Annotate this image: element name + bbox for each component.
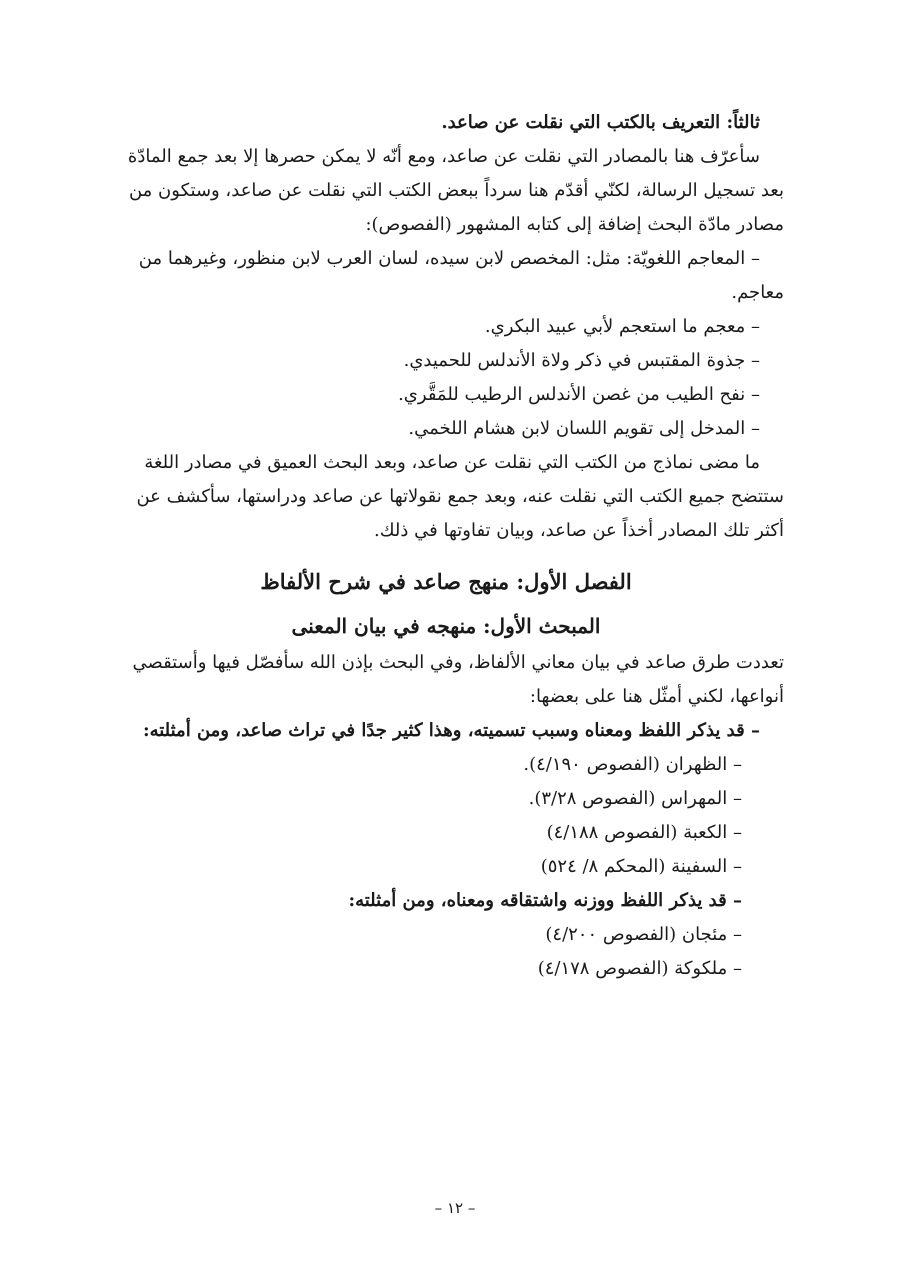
example-item: – السفينة (المحكم ٨/ ٥٢٤): [540, 856, 742, 877]
example-item: – الظهران (الفصوص ٤/١٩٠).: [523, 754, 742, 775]
summary-line-1: ما مضى نماذج من الكتب التي نقلت عن صاعد، وبعد البحث العميق في مصادر اللغة: [144, 452, 760, 473]
method-1-title: – قد يذكر اللفظ ومعناه وسبب تسميته، وهذا كثير جدًا في تراث صاعد، ومن أمثلته:: [142, 720, 760, 741]
lexicons-line-1: – المعاجم اللغويّة: مثل: المخصص لابن سيده، لسان العرب لابن منظور، وغيرهما من: [138, 248, 760, 269]
chapter-title: الفصل الأول: منهج صاعد في شرح الألفاظ: [260, 569, 632, 594]
book-item: – جذوة المقتبس في ذكر ولاة الأندلس للحميدي.: [403, 350, 760, 371]
example-item: – مئجان (الفصوص ٤/٢٠٠): [545, 924, 742, 945]
summary-line-3: أكثر تلك المصادر أخذاً عن صاعد، وبيان تفاوتها في ذلك.: [374, 520, 784, 541]
intro-line-2: بعد تسجيل الرسالة، لكنّي أقدّم هنا سرداً ببعض الكتب التي نقلت عن صاعد، وستكون من: [128, 180, 784, 201]
document-page: [108, 106, 784, 986]
example-item: – المهراس (الفصوص ٣/٢٨).: [528, 788, 742, 809]
example-item: – الكعبة (الفصوص ٤/١٨٨): [546, 822, 742, 843]
section-title: المبحث الأول: منهجه في بيان المعنى: [291, 614, 601, 638]
lexicons-line-2: معاجم.: [731, 282, 784, 303]
book-item: – معجم ما استعجم لأبي عبيد البكري.: [484, 316, 760, 337]
page-number: – ١٢ –: [434, 1199, 476, 1217]
intro-line-1: سأعرّف هنا بالمصادر التي نقلت عن صاعد، ومع أنّه لا يمكن حصرها إلا بعد جمع المادّة: [127, 146, 760, 167]
book-item: – نفح الطيب من غصن الأندلس الرطيب للمَقَّري.: [398, 384, 760, 405]
method-2-title: – قد يذكر اللفظ ووزنه واشتقاقه ومعناه، ومن أمثلته:: [348, 890, 742, 911]
section-intro-line-1: تعددت طرق صاعد في بيان معاني الألفاظ، وفي البحث بإذن الله سأفصّل فيها وأستقصي: [132, 652, 784, 673]
book-item: – المدخل إلى تقويم اللسان لابن هشام اللخمي.: [408, 418, 760, 439]
intro-line-3: مصادر مادّة البحث إضافة إلى كتابه المشهور (الفصوص):: [365, 214, 784, 235]
heading-third: ثالثاً: التعريف بالكتب التي نقلت عن صاعد.: [441, 112, 760, 133]
summary-line-2: ستتضح جميع الكتب التي نقلت عنه، وبعد جمع نقولاتها عن صاعد ودراستها، سأكشف عن: [136, 486, 784, 507]
example-item: – ملكوكة (الفصوص ٤/١٧٨): [537, 958, 742, 979]
section-intro-line-2: أنواعها، لكني أمثّل هنا على بعضها:: [529, 686, 784, 707]
